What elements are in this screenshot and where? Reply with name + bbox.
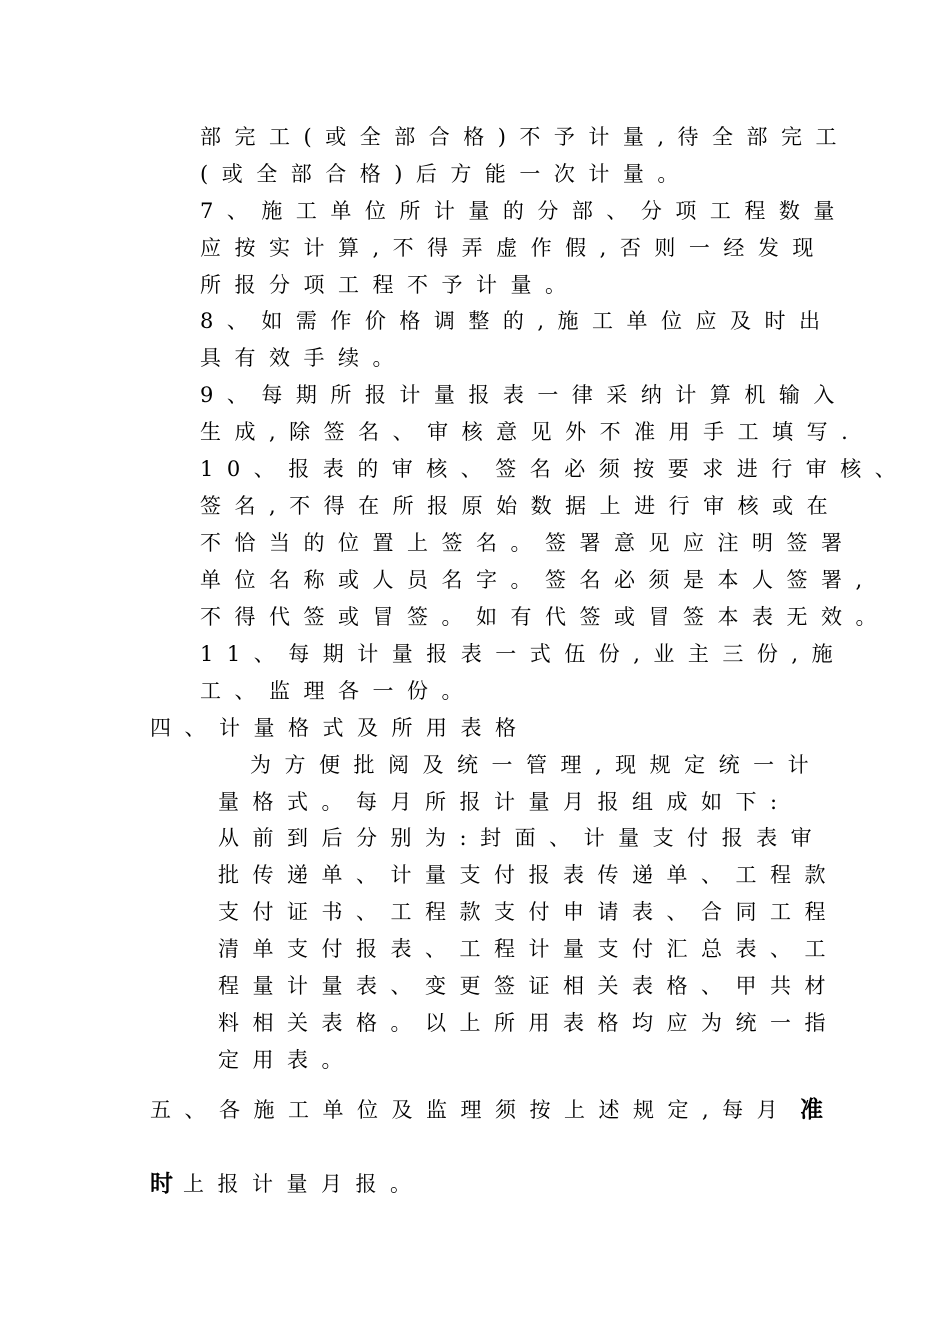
text-line: 7、施工单位所计量的分部、分项工程数量 — [200, 199, 848, 223]
text-line: 10、报表的审核、签名必须按要求进行审核、 — [200, 457, 910, 481]
text-line: 量格式。每月所报计量月报组成如下: — [218, 790, 791, 814]
text-line: 所报分项工程不予计量。 — [200, 273, 580, 297]
section-heading: 五、各施工单位及监理须按上述规定,每月 — [150, 1098, 792, 1122]
bold-char: 时 — [150, 1170, 187, 1197]
text-line: 生成,除签名、审核意见外不准用手工填写. — [200, 420, 862, 444]
text-line: 支付证书、工程款支付申请表、合同工程 — [218, 900, 839, 924]
text-line: 11、每期计量报表一式伍份,业主三份,施 — [200, 642, 847, 666]
text-line: 从前到后分别为:封面、计量支付报表审 — [218, 826, 826, 850]
text-line: 料相关表格。以上所用表格均应为统一指 — [218, 1011, 839, 1035]
text-line: (或全部合格)后方能一次计量。 — [200, 162, 692, 186]
bold-char: 准 — [800, 1096, 837, 1123]
text-line: 为方便批阅及统一管理,现规定统一计 — [250, 753, 823, 777]
section-heading: 四、计量格式及所用表格 — [150, 716, 530, 740]
text-line: 不恰当的位置上签名。签署意见应注明签署 — [200, 531, 856, 555]
text-line: 8、如需作价格调整的,施工单位应及时出 — [200, 309, 834, 333]
text-line: 工、监理各一份。 — [200, 679, 476, 703]
text-line: 程量计量表、变更签证相关表格、甲共材 — [218, 974, 839, 998]
text-line: 9、每期所报计量报表一律采纳计算机输入 — [200, 383, 848, 407]
text-line: 单位名称或人员名字。签名必须是本人签署, — [200, 568, 876, 592]
text-line: 部完工(或全部合格)不予计量,待全部完工 — [200, 125, 851, 149]
text-line: 具有效手续。 — [200, 346, 407, 370]
text-line: 不得代签或冒签。如有代签或冒签本表无效。 — [200, 605, 890, 629]
text-line: 上报计量月报。 — [183, 1172, 425, 1196]
text-line: 签名,不得在所报原始数据上进行审核或在 — [200, 494, 842, 518]
text-line: 定用表。 — [218, 1048, 356, 1072]
text-line: 应按实计算,不得弄虚作假,否则一经发现 — [200, 236, 827, 260]
text-line: 清单支付报表、工程计量支付汇总表、工 — [218, 937, 839, 961]
text-line: 批传递单、计量支付报表传递单、工程款 — [218, 863, 839, 887]
